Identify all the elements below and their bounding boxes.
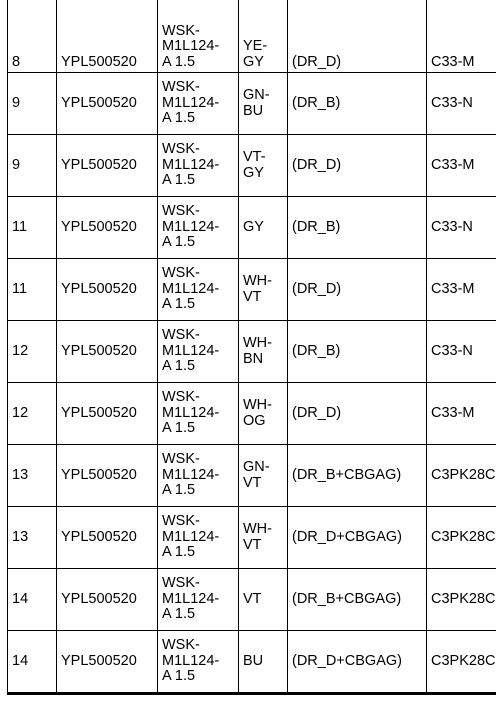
table-row — [8, 321, 496, 383]
cell-signal: (DR_D) — [288, 383, 427, 445]
cell-part-number: YPL500520 — [57, 507, 158, 569]
cell-wire-color-line: BU — [243, 102, 264, 119]
cell-wire-color-line: GN- — [243, 87, 270, 103]
cell-number: 12 — [8, 321, 57, 383]
cell-wire-color — [239, 631, 288, 694]
cell-connector: C3PK28C — [427, 569, 496, 631]
cell-wire-spec-line: WSK- — [162, 22, 200, 39]
cell-wire-spec-line: WSK- — [162, 141, 200, 158]
table-row — [8, 631, 496, 694]
cell-wire-spec-line: WSK- — [162, 203, 200, 220]
cell-wire-spec-line: A 1.5 — [162, 296, 196, 313]
cell-wire-spec-line: A 1.5 — [162, 358, 196, 375]
cell-wire-color-line: BU — [243, 652, 264, 669]
cell-connector: C33-N — [427, 73, 496, 135]
cell-wire-color — [239, 569, 288, 631]
cell-part-number: YPL500520 — [57, 259, 158, 321]
cell-wire-spec-line: A 1.5 — [162, 420, 196, 437]
cell-wire-spec-line: M1L124- — [162, 38, 220, 54]
cell-wire-spec — [158, 445, 239, 507]
cell-wire-spec-line: WSK- — [162, 637, 200, 654]
cell-wire-color — [239, 445, 288, 507]
cell-connector: C33-N — [427, 197, 496, 259]
cell-signal: (DR_B) — [288, 73, 427, 135]
table-row — [8, 135, 496, 197]
cell-signal: (DR_D+CBGAG) — [288, 631, 427, 694]
wiring-table — [7, 0, 496, 695]
cell-wire-spec-line: A 1.5 — [162, 544, 196, 561]
table-row — [8, 507, 496, 569]
cell-connector: C33-M — [427, 383, 496, 445]
cell-wire-spec — [158, 0, 239, 73]
table-row — [8, 259, 496, 321]
cell-wire-spec-line: WSK- — [162, 389, 200, 406]
cell-connector: C33-M — [427, 135, 496, 197]
cell-wire-spec-line: WSK- — [162, 79, 200, 96]
cell-number: 13 — [8, 507, 57, 569]
cell-wire-color — [239, 135, 288, 197]
cell-wire-spec — [158, 259, 239, 321]
cell-wire-spec-line: A 1.5 — [162, 668, 196, 685]
cell-number: 11 — [8, 197, 57, 259]
cell-number: 9 — [8, 135, 57, 197]
cell-wire-color — [239, 321, 288, 383]
cell-wire-spec — [158, 569, 239, 631]
cell-number: 14 — [8, 631, 57, 694]
cell-wire-color-line: VT — [243, 474, 262, 491]
cell-wire-color-line: WH- — [243, 335, 272, 351]
cell-part-number: YPL500520 — [57, 445, 158, 507]
cell-wire-color-line: BN — [243, 350, 264, 367]
cell-part-number: YPL500520 — [57, 631, 158, 694]
cell-wire-color-line: YE- — [243, 38, 268, 54]
cell-part-number: YPL500520 — [57, 321, 158, 383]
cell-wire-spec — [158, 135, 239, 197]
cell-wire-spec-line: M1L124- — [162, 404, 220, 421]
cell-wire-spec-line: WSK- — [162, 513, 200, 530]
cell-wire-color-line: VT — [243, 536, 262, 553]
cell-wire-spec-line: WSK- — [162, 575, 200, 592]
cell-wire-spec-line: M1L124- — [162, 528, 220, 545]
cell-wire-spec — [158, 73, 239, 135]
cell-part-number: YPL500520 — [57, 569, 158, 631]
cell-signal: (DR_D) — [288, 259, 427, 321]
cell-wire-spec-line: WSK- — [162, 265, 200, 282]
cell-wire-spec-line: M1L124- — [162, 342, 220, 359]
cell-wire-color — [239, 0, 288, 73]
cell-wire-spec-line: A 1.5 — [162, 110, 196, 127]
cell-signal: (DR_D) — [288, 0, 427, 73]
table-row — [8, 73, 496, 135]
cell-wire-color-line: GY — [243, 53, 264, 70]
cell-signal: (DR_D+CBGAG) — [288, 507, 427, 569]
cell-wire-color-line: GY — [243, 218, 264, 235]
cell-connector: C3PK28C — [427, 507, 496, 569]
table-row — [8, 445, 496, 507]
cell-number: 13 — [8, 445, 57, 507]
cell-connector: C33-M — [427, 259, 496, 321]
cell-wire-spec-line: M1L124- — [162, 218, 220, 235]
cell-wire-spec — [158, 197, 239, 259]
table-row — [8, 0, 496, 73]
cell-part-number: YPL500520 — [57, 135, 158, 197]
cell-wire-spec-line: A 1.5 — [162, 234, 196, 251]
table-row — [8, 383, 496, 445]
cell-wire-color — [239, 383, 288, 445]
cell-wire-spec-line: A 1.5 — [162, 606, 196, 623]
cell-part-number: YPL500520 — [57, 73, 158, 135]
cell-wire-color-line: VT — [243, 288, 262, 305]
cell-wire-color-line: OG — [243, 412, 266, 429]
table-row — [8, 197, 496, 259]
cell-wire-spec-line: A 1.5 — [162, 172, 196, 189]
cell-part-number: YPL500520 — [57, 383, 158, 445]
cell-wire-spec-line: M1L124- — [162, 590, 220, 607]
cell-wire-spec — [158, 631, 239, 694]
cell-connector: C33-N — [427, 321, 496, 383]
cell-part-number: YPL500520 — [57, 197, 158, 259]
cell-wire-spec-line: WSK- — [162, 327, 200, 344]
cell-wire-spec-line: M1L124- — [162, 652, 220, 669]
cell-wire-spec-line: A 1.5 — [162, 53, 196, 70]
cell-wire-spec-line: M1L124- — [162, 94, 220, 111]
cell-wire-color-line: WH- — [243, 273, 272, 289]
cell-signal: (DR_B) — [288, 321, 427, 383]
wiring-table-body — [8, 0, 496, 694]
cell-signal: (DR_B+CBGAG) — [288, 445, 427, 507]
cell-part-number: YPL500520 — [57, 0, 158, 73]
cell-wire-color-line: VT- — [243, 149, 266, 165]
cell-wire-spec-line: A 1.5 — [162, 482, 196, 499]
cell-signal: (DR_B) — [288, 197, 427, 259]
cell-wire-color — [239, 73, 288, 135]
cell-wire-spec-line: M1L124- — [162, 280, 220, 297]
cell-wire-spec — [158, 321, 239, 383]
cell-wire-spec-line: M1L124- — [162, 466, 220, 483]
cell-wire-color-line: WH- — [243, 521, 272, 537]
cell-wire-color-line: WH- — [243, 397, 272, 413]
table-row — [8, 569, 496, 631]
cell-wire-color-line: GY — [243, 164, 264, 181]
cell-number: 11 — [8, 259, 57, 321]
cell-wire-color-line: VT — [243, 590, 262, 607]
wiring-table-container — [7, 0, 496, 695]
cell-signal: (DR_D) — [288, 135, 427, 197]
cell-wire-spec — [158, 507, 239, 569]
cell-number: 8 — [8, 0, 57, 73]
cell-wire-spec-line: WSK- — [162, 451, 200, 468]
cell-number: 12 — [8, 383, 57, 445]
cell-number: 9 — [8, 73, 57, 135]
cell-wire-spec — [158, 383, 239, 445]
cell-connector: C33-M — [427, 0, 496, 73]
cell-connector: C3PK28C — [427, 631, 496, 694]
cell-connector: C3PK28C — [427, 445, 496, 507]
cell-number: 14 — [8, 569, 57, 631]
cell-wire-color — [239, 197, 288, 259]
cell-wire-color-line: GN- — [243, 459, 270, 475]
cell-wire-color — [239, 507, 288, 569]
cell-wire-color — [239, 259, 288, 321]
cell-signal: (DR_B+CBGAG) — [288, 569, 427, 631]
cell-wire-spec-line: M1L124- — [162, 156, 220, 173]
